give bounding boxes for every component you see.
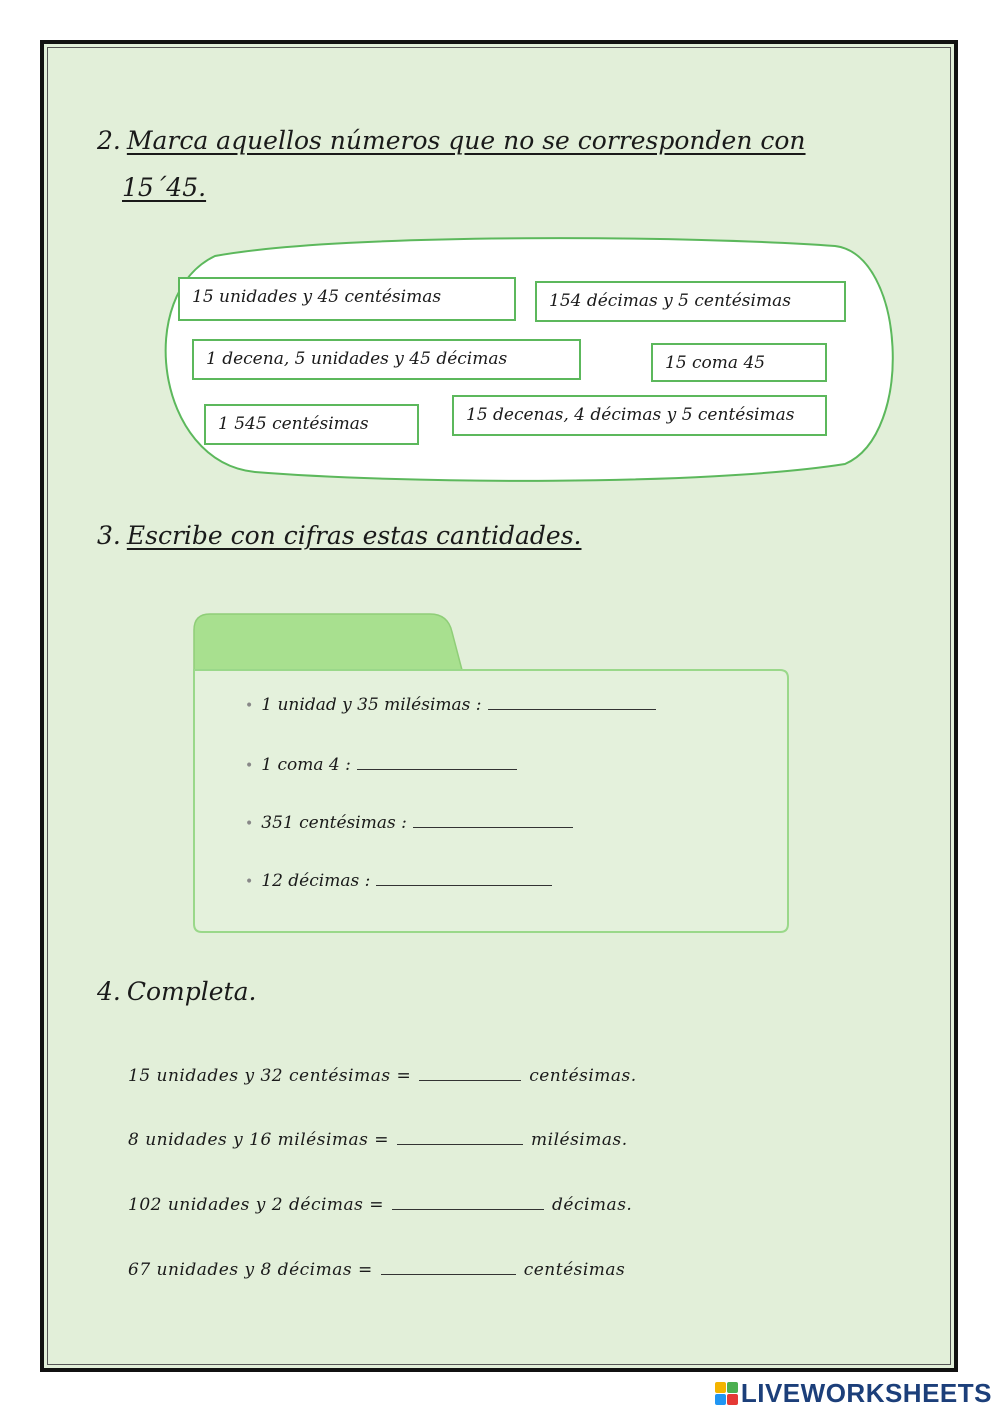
answer-blank[interactable] — [376, 871, 552, 886]
completion-row: 67 unidades y 8 décimas = centésimas — [128, 1260, 626, 1280]
answer-blank[interactable] — [357, 755, 517, 770]
option-chip[interactable]: 1 545 centésimas — [204, 404, 419, 445]
answer-blank[interactable] — [381, 1260, 516, 1275]
section-3-heading: 3. Escribe con cifras estas cantidades. — [97, 521, 582, 550]
option-chip[interactable]: 154 décimas y 5 centésimas — [535, 281, 846, 322]
section-2-heading: 2. Marca aquellos números que no se corresponden con — [97, 126, 806, 155]
completion-row: 102 unidades y 2 décimas = décimas. — [128, 1195, 633, 1215]
section-2-title-line2: 15´45. — [122, 173, 207, 202]
option-chip[interactable]: 15 decenas, 4 décimas y 5 centésimas — [452, 395, 827, 436]
answer-blank[interactable] — [413, 813, 573, 828]
answer-blank[interactable] — [392, 1195, 544, 1210]
liveworksheets-brand[interactable] — [715, 1378, 992, 1409]
answer-blank[interactable] — [397, 1130, 523, 1145]
liveworksheets-logo-icon — [715, 1382, 738, 1405]
answer-blank[interactable] — [419, 1066, 521, 1081]
completion-row: 15 unidades y 32 centésimas = centésimas. — [128, 1066, 637, 1086]
section-4-title: Completa. — [126, 977, 257, 1006]
section-2-title-line1: Marca aquellos números que no se corresponden con — [126, 126, 806, 155]
write-item: • 351 centésimas : — [245, 813, 573, 833]
option-chip[interactable]: 15 coma 45 — [651, 343, 827, 382]
option-chip[interactable]: 1 decena, 5 unidades y 45 décimas — [192, 339, 581, 380]
completion-row: 8 unidades y 16 milésimas = milésimas. — [128, 1130, 628, 1150]
section-4-heading: 4. Completa. — [97, 977, 257, 1006]
answer-blank[interactable] — [488, 695, 656, 710]
brand-text: LIVEWORKSHEETS — [740, 1378, 992, 1408]
write-item: • 12 décimas : — [245, 871, 552, 891]
section-3-title: Escribe con cifras estas cantidades. — [126, 521, 582, 550]
write-item: • 1 unidad y 35 milésimas : — [245, 695, 656, 715]
option-chip[interactable]: 15 unidades y 45 centésimas — [178, 277, 516, 321]
write-item: • 1 coma 4 : — [245, 755, 517, 775]
